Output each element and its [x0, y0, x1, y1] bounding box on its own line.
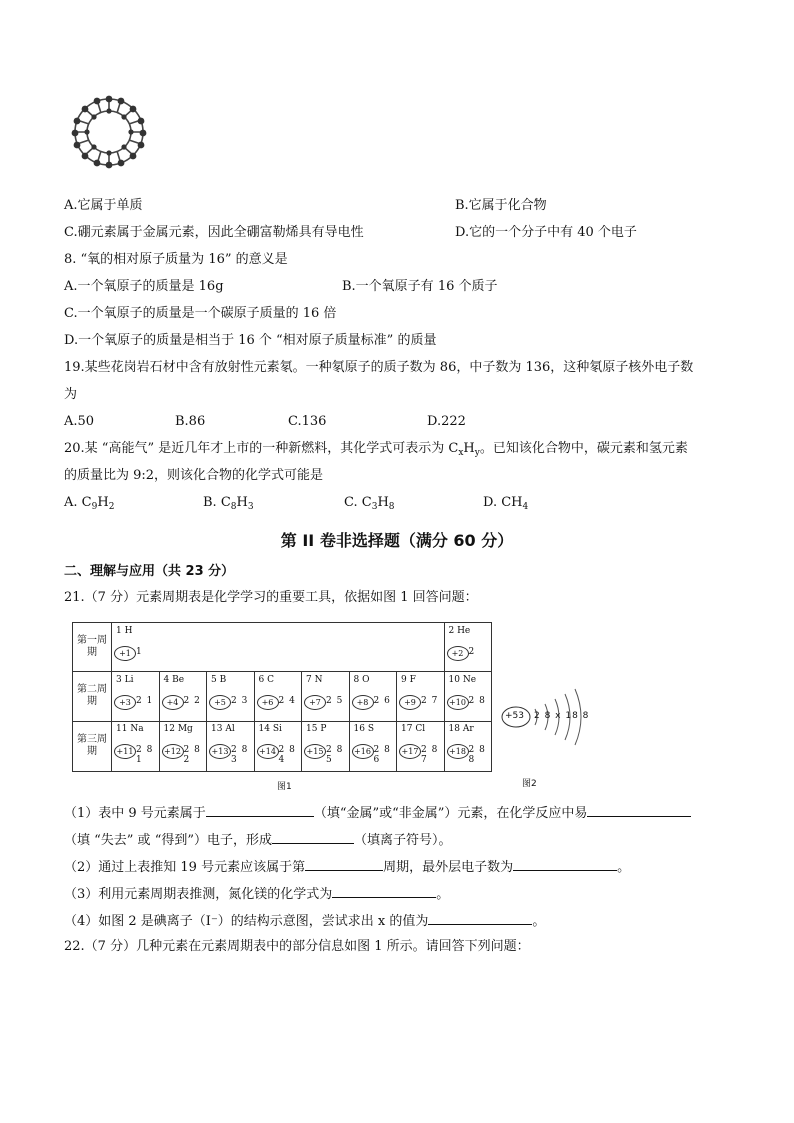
nucleus-charge: +7: [304, 695, 326, 710]
q21-part1-line2: [64, 829, 452, 851]
element-cell: [160, 722, 205, 768]
q20-option-c: C. $C_3H_8$: [344, 495, 395, 512]
element-cell: [350, 673, 395, 719]
electron-shells: 2 2: [183, 696, 201, 706]
element-cell: [207, 722, 252, 768]
element-cell: [397, 673, 442, 719]
nucleus-charge: +16: [352, 744, 374, 759]
nucleus-charge: +1: [114, 646, 136, 661]
answer-blank-metal-type[interactable]: [206, 802, 314, 817]
q21-p3-text-a: （3）利用元素周期表推测，氮化镁的化学式为: [64, 887, 333, 902]
nucleus-charge: +12: [162, 744, 184, 759]
row-label-period-1: 第一周期: [77, 635, 107, 658]
element-symbol: 6 C: [258, 675, 274, 685]
nucleus-charge: +5: [209, 695, 231, 710]
element-symbol: 9 F: [401, 675, 416, 685]
row-label-period-2: 第二周期: [77, 684, 107, 707]
figure-1-caption: 图1: [277, 782, 292, 792]
q19-option-d: D.222: [427, 414, 466, 429]
answer-blank-outer-electrons[interactable]: [513, 856, 617, 871]
q20-stem-line1: [64, 439, 688, 463]
element-symbol: 14 Si: [258, 724, 282, 734]
iodine-shell-label: 2 8 x 18 8: [534, 711, 590, 721]
element-symbol: 8 O: [353, 675, 370, 685]
nucleus-charge: +2: [447, 646, 469, 661]
q21-part2: [64, 856, 630, 878]
nucleus-charge: +4: [162, 695, 184, 710]
nucleus-charge: +10: [447, 695, 469, 710]
electron-shells: 2 8 4: [278, 745, 296, 765]
element-cell: [112, 624, 157, 670]
q8-option-d: D.一个氧原子的质量是相当于 16 个 “相对原子质量标准” 的质量: [64, 333, 437, 348]
q21-stem: 21.（7 分）元素周期表是化学学习的重要工具，依据如图 1 回答问题：: [64, 590, 478, 605]
element-cell: [112, 673, 157, 719]
q20-stem-part2: H: [463, 441, 475, 456]
q20-stem-part1: 20.某 “高能气” 是近几年才上市的一种新燃料，其化学式可表示为 C: [64, 441, 459, 456]
electron-shells: 2 3: [231, 696, 249, 706]
q21-part3: [64, 883, 449, 905]
q21-p1-text-b: （填“金属”或“非金属”）元素，在化学反应中易: [313, 806, 588, 821]
nucleus-charge: +18: [447, 744, 469, 759]
q21-p1-text-c: （填 “失去” 或 “得到”）电子，形成: [64, 833, 272, 848]
q20-stem-part3: 。已知该化合物中，碳元素和氢元素: [479, 441, 688, 456]
element-cell: [302, 722, 347, 768]
q20-option-b: B. $C_8H_3$: [203, 495, 254, 512]
element-symbol: 5 B: [211, 675, 227, 685]
element-symbol: 4 Be: [163, 675, 185, 685]
q20-sub-y: y: [474, 448, 480, 458]
electron-shells: 2 7: [421, 696, 439, 706]
electron-shells: 2 8 6: [373, 745, 391, 765]
electron-shells: 2 8: [468, 696, 486, 706]
answer-blank-period[interactable]: [305, 856, 383, 871]
nucleus-charge: +17: [399, 744, 421, 759]
q21-p1-text-a: （1）表中 9 号元素属于: [64, 806, 206, 821]
row-label-period-3: 第三周期: [77, 734, 107, 757]
q19-option-a: A.50: [64, 414, 95, 429]
q18-option-b: B.它属于化合物: [455, 198, 547, 213]
element-symbol: 12 Mg: [163, 724, 193, 734]
q20-option-a: A. $C_9H_2$: [64, 495, 115, 512]
electron-shells: 2 5: [326, 696, 344, 706]
nucleus-charge: +8: [352, 695, 374, 710]
part2-title: 第 II 卷非选择题（满分 60 分）: [280, 531, 514, 550]
q19-option-c: C.136: [288, 414, 327, 429]
figure-2-caption: 图2: [522, 779, 537, 789]
element-symbol: 3 Li: [116, 675, 134, 685]
electron-shells: 2 4: [278, 696, 296, 706]
element-cell: [445, 722, 490, 768]
q8-option-b: B.一个氧原子有 16 个质子: [342, 279, 498, 294]
element-symbol: 11 Na: [116, 724, 144, 734]
nucleus-charge: +11: [114, 744, 136, 759]
q21-part1-line1: [64, 802, 691, 824]
q20-option-d: D. $CH_4$: [483, 495, 529, 512]
answer-blank-x-value[interactable]: [428, 910, 532, 925]
element-symbol: 13 Al: [211, 724, 235, 734]
element-symbol: 1 H: [116, 626, 133, 636]
boron-fullerene-image: [68, 92, 150, 172]
nucleus-charge: +13: [209, 744, 231, 759]
element-symbol: 2 He: [448, 626, 471, 636]
electron-shells: 2 8 2: [183, 745, 201, 765]
q21-p2-text-a: （2）通过上表推知 19 号元素应该属于第: [64, 860, 306, 875]
element-symbol: 15 P: [306, 724, 327, 734]
element-cell: [207, 673, 252, 719]
element-symbol: 18 Ar: [448, 724, 474, 734]
electron-shells: 2 8 8: [468, 745, 486, 765]
q19-stem-line1: 19.某些花岗岩石材中含有放射性元素氡。一种氡原子的质子数为 86，中子数为 136，这种氡原子核外电子数: [64, 360, 694, 375]
q21-p4-text-a: （4）如图 2 是碘离子（I⁻）的结构示意图，尝试求出 x 的值为: [64, 914, 429, 929]
answer-blank-gain-lose[interactable]: [587, 802, 691, 817]
q20-stem-line2: 的质量比为 9:2，则该化合物的化学式可能是: [64, 468, 324, 483]
q21-p1-text-d: （填离子符号）。: [353, 833, 452, 848]
answer-blank-formula[interactable]: [332, 883, 436, 898]
q21-part4: [64, 910, 545, 932]
element-cell: [397, 722, 442, 768]
q19-stem-line2: 为: [64, 387, 78, 402]
element-symbol: 17 Cl: [401, 724, 426, 734]
q21-p2-text-b: 周期，最外层电子数为: [383, 860, 514, 875]
electron-shells: 2 6: [373, 696, 391, 706]
element-symbol: 10 Ne: [448, 675, 477, 685]
nucleus-charge: +14: [257, 744, 279, 759]
electron-shells: 1: [136, 647, 143, 657]
section2-heading: 二、理解与应用（共 23 分）: [64, 564, 235, 579]
answer-blank-ion-symbol[interactable]: [272, 829, 354, 844]
q18-option-a: A.它属于单质: [64, 198, 143, 213]
element-cell: [255, 722, 300, 768]
q8-stem: 8. “氧的相对原子质量为 16” 的意义是: [64, 252, 288, 267]
q8-option-a: A.一个氧原子的质量是 16g: [64, 279, 224, 294]
q20-sub-x: x: [458, 448, 464, 458]
q18-option-d: D.它的一个分子中有 40 个电子: [455, 225, 637, 240]
electron-shells: 2 1: [136, 696, 154, 706]
element-cell: [160, 673, 205, 719]
nucleus-charge: +9: [399, 695, 421, 710]
electron-shells: 2 8 1: [136, 745, 154, 765]
element-symbol: 7 N: [306, 675, 323, 685]
q8-option-c: C.一个氧原子的质量是一个碳原子质量的 16 倍: [64, 306, 337, 321]
element-cell: [302, 673, 347, 719]
element-cell: [445, 673, 490, 719]
q19-option-b: B.86: [175, 414, 206, 429]
electron-shells: 2 8 7: [421, 745, 439, 765]
element-cell: [112, 722, 157, 768]
periodic-table-figure: [72, 622, 492, 772]
q21-p3-text-b: 。: [436, 887, 450, 902]
q22-stem: 22.（7 分）几种元素在元素周期表中的部分信息如图 1 所示。请回答下列问题：: [64, 939, 530, 954]
nucleus-charge: +15: [304, 744, 326, 759]
iodine-nucleus-label: +53: [505, 711, 524, 721]
element-symbol: 16 S: [353, 724, 374, 734]
nucleus-charge: +3: [114, 695, 136, 710]
element-cell: [255, 673, 300, 719]
q21-p2-text-c: 。: [617, 860, 631, 875]
electron-shells: 2: [468, 647, 476, 657]
electron-shells: 2 8 5: [326, 745, 344, 765]
element-cell: [445, 624, 490, 670]
q21-p4-text-b: 。: [532, 914, 546, 929]
element-cell: [350, 722, 395, 768]
q18-option-c: C.硼元素属于金属元素，因此全硼富勒烯具有导电性: [64, 225, 364, 240]
electron-shells: 2 8 3: [231, 745, 249, 765]
nucleus-charge: +6: [257, 695, 279, 710]
